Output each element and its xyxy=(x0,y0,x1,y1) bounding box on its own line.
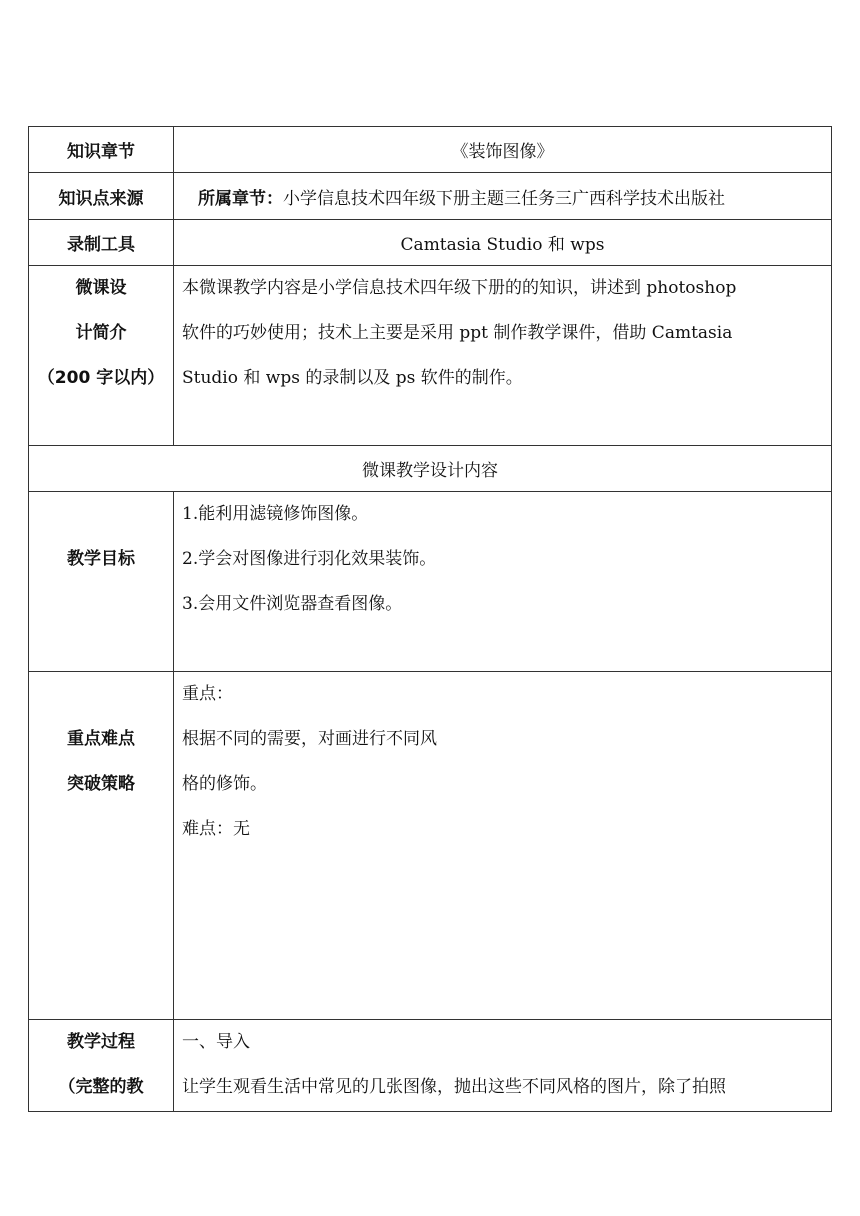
goals-label: 教学目标 xyxy=(67,549,135,569)
keypoints-label-cell xyxy=(29,672,174,1020)
source-cell xyxy=(174,173,832,220)
source-prefix: 所属章节： xyxy=(198,188,283,209)
intro-line: Studio 和 wps 的录制以及 ps 软件的制作。 xyxy=(182,368,523,388)
chapter-value: 《装饰图像》 xyxy=(174,127,832,173)
row-process xyxy=(29,1020,832,1112)
tools-value: Camtasia Studio 和 wps xyxy=(174,220,832,266)
intro-label-line: 微课设 xyxy=(75,278,127,298)
goals-label-cell xyxy=(29,492,174,672)
row-chapter xyxy=(29,127,832,173)
intro-label-line: （200 字以内） xyxy=(37,368,165,388)
intro-line: 本微课教学内容是小学信息技术四年级下册的的知识，讲述到 photoshop xyxy=(182,278,737,298)
tools-label: 录制工具 xyxy=(29,220,174,266)
source-label: 知识点来源 xyxy=(29,173,174,220)
process-label-line: （完整的教 xyxy=(58,1077,144,1097)
keypoints-line: 格的修饰。 xyxy=(182,774,267,794)
row-intro xyxy=(29,266,832,446)
goals-content xyxy=(174,492,832,672)
row-tools xyxy=(29,220,832,266)
row-keypoints xyxy=(29,672,832,1020)
intro-label-line: 计简介 xyxy=(75,323,127,343)
goal-item: 1.能利用滤镜修饰图像。 xyxy=(182,504,369,524)
goal-item: 3.会用文件浏览器查看图像。 xyxy=(182,594,403,614)
keypoints-label-line: 突破策略 xyxy=(67,774,135,794)
process-label-line: 教学过程 xyxy=(67,1032,135,1052)
intro-label xyxy=(29,266,174,446)
goal-item: 2.学会对图像进行羽化效果装饰。 xyxy=(182,549,437,569)
process-line: 一、导入 xyxy=(182,1032,250,1052)
process-content xyxy=(174,1020,832,1112)
keypoints-content xyxy=(174,672,832,1020)
keypoints-label-line: 重点难点 xyxy=(67,729,135,749)
chapter-label: 知识章节 xyxy=(29,127,174,173)
process-label-cell xyxy=(29,1020,174,1112)
lesson-design-table xyxy=(28,126,832,1112)
keypoints-line: 根据不同的需要，对画进行不同风 xyxy=(182,729,437,749)
intro-line: 软件的巧妙使用；技术上主要是采用 ppt 制作教学课件，借助 Camtasia xyxy=(182,323,733,343)
keypoints-line: 重点： xyxy=(182,684,233,704)
process-line: 让学生观看生活中常见的几张图像，抛出这些不同风格的图片，除了拍照 xyxy=(182,1077,726,1097)
row-source xyxy=(29,173,832,220)
intro-content xyxy=(174,266,832,446)
section-header: 微课教学设计内容 xyxy=(29,446,832,492)
source-value: 小学信息技术四年级下册主题三任务三广西科学技术出版社 xyxy=(283,188,725,209)
row-section-header xyxy=(29,446,832,492)
row-goals xyxy=(29,492,832,672)
keypoints-line: 难点：无 xyxy=(182,819,250,839)
